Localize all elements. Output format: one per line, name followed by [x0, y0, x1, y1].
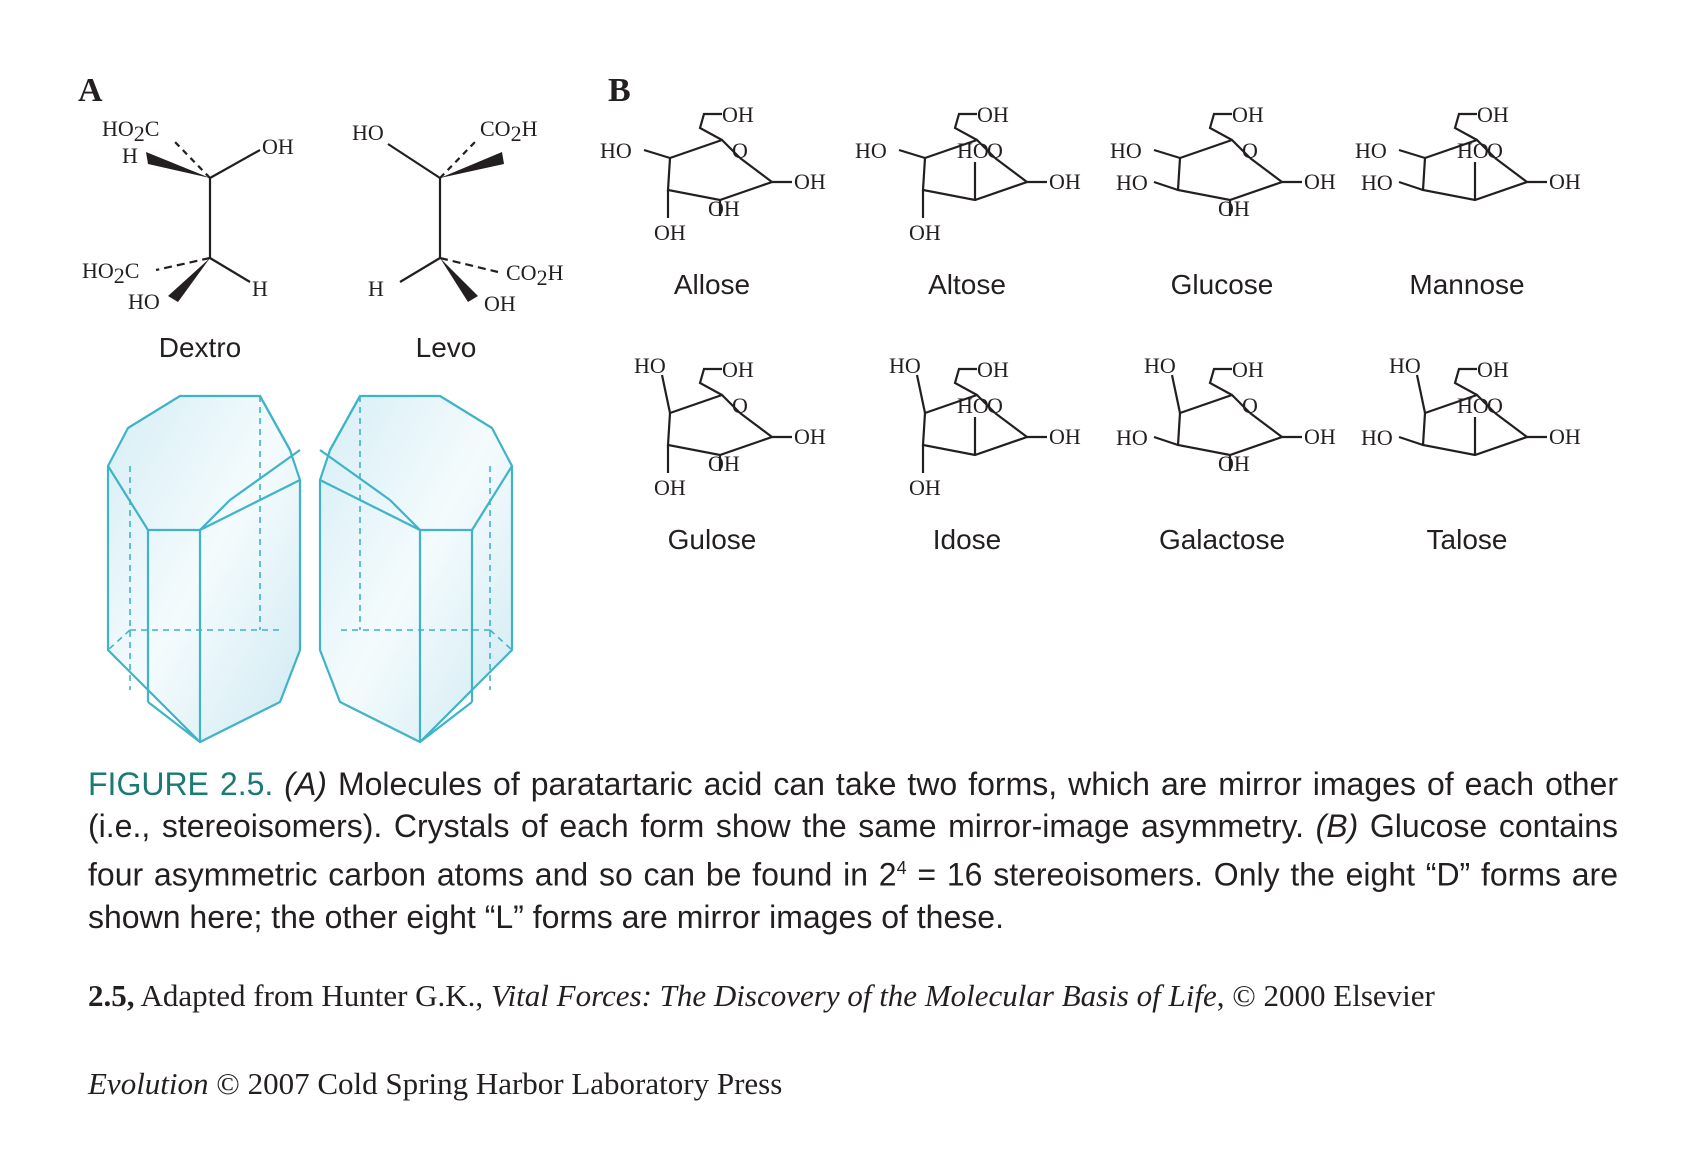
- credit-book-title: Vital Forces: The Discovery of the Molecular Basis of Life: [490, 978, 1217, 1013]
- dextro-bottom-ho-label: HO: [128, 289, 160, 314]
- anomeric-oh-label: OH: [1304, 424, 1336, 449]
- c4-ho-label: HO: [1389, 353, 1421, 378]
- c4-ho-label: HO: [889, 353, 921, 378]
- c4-ho-label: HO: [600, 138, 632, 163]
- source-credit: [88, 978, 1435, 1014]
- c3-ho-label: HO: [1361, 170, 1393, 195]
- levo-top-left-label: HO: [352, 120, 384, 145]
- dextro-molecule: [146, 142, 260, 302]
- dextro-bottom-left-label: HO2C: [82, 258, 140, 288]
- sugar-gulose: [634, 353, 826, 555]
- ch2oh-label: OH: [1477, 102, 1509, 127]
- c4-ho-label: HO: [1110, 138, 1142, 163]
- anomeric-oh-label: OH: [1049, 169, 1081, 194]
- sugar-name: Allose: [673, 269, 751, 300]
- caption-part-a: (A): [284, 766, 327, 802]
- sugar-altose: [855, 102, 1081, 300]
- c2-ho-label: HO: [1457, 393, 1489, 418]
- sugar-name: Gulose: [667, 524, 757, 555]
- c2-ho-label: HO: [1457, 138, 1489, 163]
- copyright-book: Evolution: [88, 1066, 209, 1101]
- c2-oh-label: OH: [708, 451, 740, 476]
- levo-top-right-label: CO2H: [480, 116, 538, 146]
- sugar-name: Idose: [932, 524, 1002, 555]
- ring-oxygen-label: O: [1487, 393, 1503, 418]
- ring-oxygen-label: O: [732, 138, 748, 163]
- c4-ho-label: HO: [1355, 138, 1387, 163]
- credit-text-2: , © 2000 Elsevier: [1216, 978, 1435, 1013]
- credit-text-1: Adapted from Hunter G.K.,: [134, 978, 491, 1013]
- c3-oh-label: OH: [909, 475, 941, 500]
- sugar-structures: [600, 100, 1650, 580]
- sugar-allose: [600, 102, 826, 300]
- c2-ho-label: HO: [957, 393, 989, 418]
- levo-bottom-oh-label: OH: [484, 291, 516, 316]
- ch2oh-label: OH: [722, 357, 754, 382]
- anomeric-oh-label: OH: [794, 169, 826, 194]
- dextro-crystal: [108, 396, 300, 742]
- anomeric-oh-label: OH: [1549, 169, 1581, 194]
- caption-text-a: Molecules of paratartaric acid can take two forms, which are mirror images of each other (i.e., stereoisomers). Crystals of each form show the same mirror-image asymmetry.: [88, 766, 1619, 844]
- caption-superscript: 4: [896, 858, 907, 878]
- figure-caption: [88, 763, 1618, 938]
- c2-ho-label: HO: [957, 138, 989, 163]
- levo-crystal: [320, 396, 512, 742]
- levo-bottom-left-label: H: [368, 276, 384, 301]
- caption-part-b: (B): [1315, 808, 1359, 844]
- copyright-text: © 2007 Cold Spring Harbor Laboratory Press: [208, 1066, 783, 1101]
- crystals: [100, 390, 580, 750]
- levo-bottom-right-label: CO2H: [506, 260, 564, 290]
- sugar-glucose: [1110, 102, 1336, 300]
- levo-name: Levo: [415, 332, 477, 363]
- ring-oxygen-label: O: [987, 138, 1003, 163]
- c2-oh-label: OH: [708, 196, 740, 221]
- anomeric-oh-label: OH: [1049, 424, 1081, 449]
- ring-oxygen-label: O: [987, 393, 1003, 418]
- c3-ho-label: HO: [1116, 170, 1148, 195]
- c3-ho-label: HO: [1361, 425, 1393, 450]
- copyright-line: [88, 1066, 782, 1102]
- panel-a-letter: A: [78, 72, 103, 109]
- figure-label: FIGURE 2.5.: [88, 766, 274, 802]
- ch2oh-label: OH: [1232, 357, 1264, 382]
- tartaric-structures: [70, 100, 630, 440]
- ring-oxygen-label: O: [1487, 138, 1503, 163]
- c4-ho-label: HO: [855, 138, 887, 163]
- sugar-talose: [1361, 353, 1581, 555]
- sugar-name: Mannose: [1409, 269, 1525, 300]
- sugar-mannose: [1355, 102, 1581, 300]
- c4-ho-label: HO: [1144, 353, 1176, 378]
- dextro-top-left-label: HO2C: [102, 116, 160, 146]
- c4-ho-label: HO: [634, 353, 666, 378]
- caption-text-b2: = 16 stereoisomers. Only the eight “D” forms are shown here; the other eight “L” forms are mirror images of these.: [88, 856, 1619, 935]
- c3-oh-label: OH: [654, 220, 686, 245]
- caption-text-b1: Glucose contains four asymmetric carbon atoms and so can be found in 2: [88, 808, 1619, 893]
- sugar-idose: [889, 353, 1081, 555]
- sugar-name: Talose: [1426, 524, 1508, 555]
- sugar-galactose: [1116, 353, 1336, 555]
- ch2oh-label: OH: [1477, 357, 1509, 382]
- dextro-top-right-label: OH: [262, 134, 294, 159]
- ch2oh-label: OH: [977, 357, 1009, 382]
- ch2oh-label: OH: [977, 102, 1009, 127]
- dextro-name: Dextro: [158, 332, 242, 363]
- levo-molecule: [388, 142, 504, 302]
- c3-ho-label: HO: [1116, 425, 1148, 450]
- ring-oxygen-label: O: [1242, 393, 1258, 418]
- sugar-name: Glucose: [1170, 269, 1274, 300]
- c3-oh-label: OH: [654, 475, 686, 500]
- c3-oh-label: OH: [909, 220, 941, 245]
- c2-oh-label: OH: [1218, 451, 1250, 476]
- panel-b-letter: B: [608, 72, 631, 109]
- anomeric-oh-label: OH: [1549, 424, 1581, 449]
- anomeric-oh-label: OH: [794, 424, 826, 449]
- anomeric-oh-label: OH: [1304, 169, 1336, 194]
- dextro-top-h-label: H: [122, 143, 138, 168]
- ring-oxygen-label: O: [732, 393, 748, 418]
- ch2oh-label: OH: [1232, 102, 1264, 127]
- dextro-bottom-right-label: H: [252, 276, 268, 301]
- ch2oh-label: OH: [722, 102, 754, 127]
- credit-number: 2.5,: [88, 978, 135, 1013]
- sugar-name: Altose: [928, 269, 1006, 300]
- sugar-name: Galactose: [1158, 524, 1286, 555]
- ring-oxygen-label: O: [1242, 138, 1258, 163]
- c2-oh-label: OH: [1218, 196, 1250, 221]
